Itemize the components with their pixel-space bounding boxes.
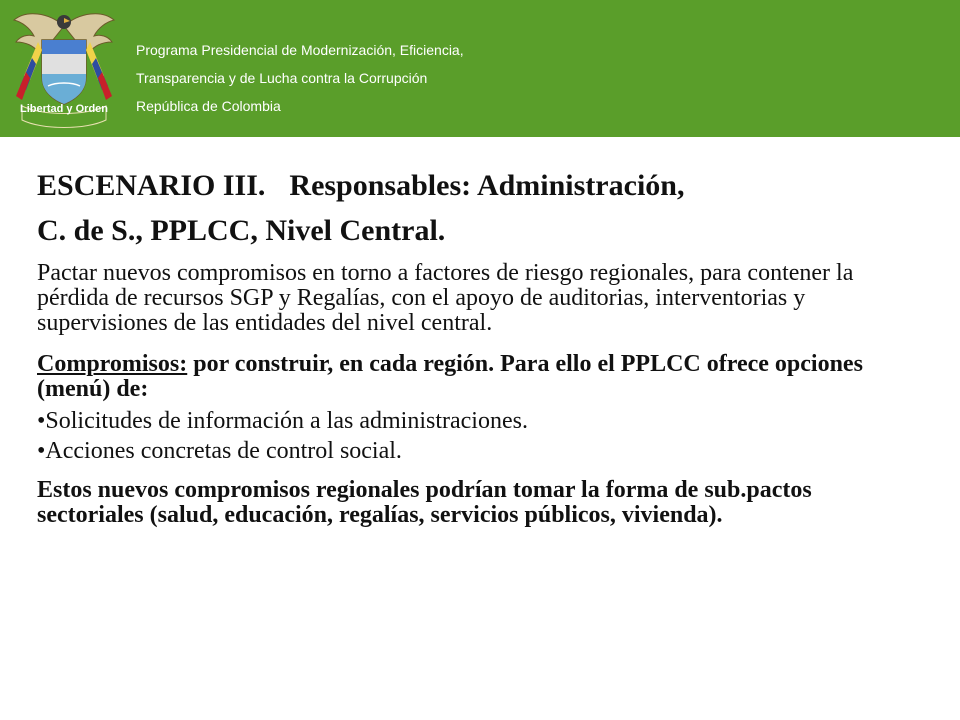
slide-title <box>37 163 917 253</box>
bullet-list <box>37 406 917 466</box>
paragraph-compromisos <box>37 352 917 402</box>
header-text <box>136 36 464 120</box>
title-scenario: ESCENARIO III. <box>37 169 266 202</box>
title-responsables: Responsables: Administración, <box>289 169 685 202</box>
header-line-transparency: Transparencia y de Lucha contra la Corrupción <box>136 70 428 86</box>
paragraph-closing: Estos nuevos compromisos regionales podrían tomar la forma de sub.pactos sectoriales (salud, educación, regalías, servicios públicos, vivienda). <box>37 477 812 528</box>
header-line-program: Programa Presidencial de Modernización, Eficiencia, <box>136 42 464 58</box>
compromisos-text: por construir, en cada región. Para ello el PPLCC ofrece opciones (menú) de: <box>37 351 863 402</box>
list-item: •Acciones concretas de control social. <box>37 438 402 464</box>
paragraph-pactar: Pactar nuevos compromisos en torno a factores de riesgo regionales, para contener la pérdida de recursos SGP y Regalías, con el apoyo de auditorias, interventorias y supervisiones de las entidades del nivel central. <box>37 260 854 336</box>
title-line-2: C. de S., PPLCC, Nivel Central. <box>37 214 446 247</box>
header-banner <box>0 0 960 137</box>
header-line-country: República de Colombia <box>136 98 281 114</box>
list-item: •Solicitudes de información a las administraciones. <box>37 408 528 434</box>
slide-content <box>37 163 917 528</box>
logo-motto: Libertad y Orden <box>19 103 109 115</box>
compromisos-label: Compromisos: <box>37 351 188 377</box>
